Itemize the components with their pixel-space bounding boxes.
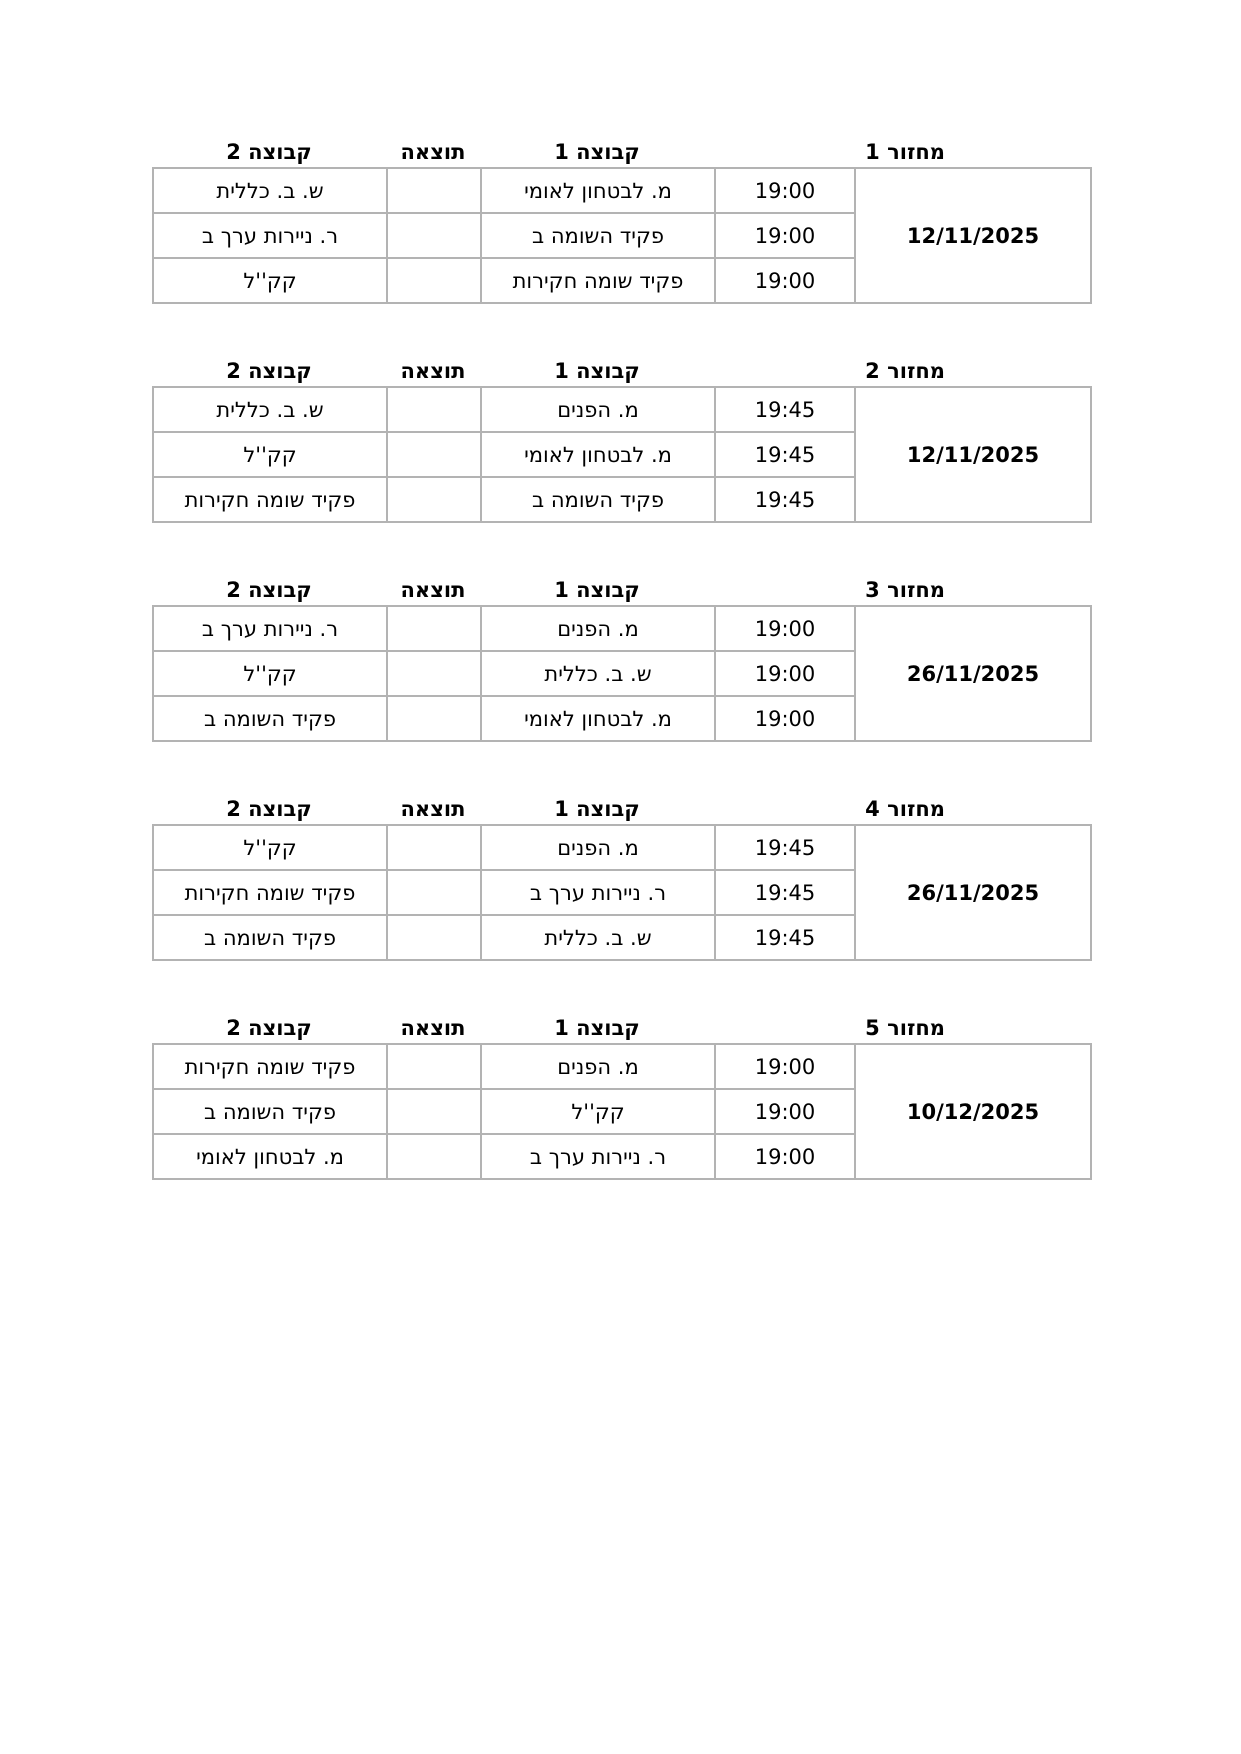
team1-cell: ר. ניירות ערך ב: [481, 1134, 715, 1179]
result-header: תוצאה: [400, 578, 466, 602]
game-row: [153, 825, 1091, 870]
round-date: 12/11/2025: [855, 168, 1091, 303]
team2-cell: קק''ל: [153, 651, 387, 696]
game-row: [153, 1044, 1091, 1089]
result-cell: [387, 696, 481, 741]
game-row: [153, 168, 1091, 213]
round-date: 26/11/2025: [855, 606, 1091, 741]
team2-cell: מ. לבטחון לאומי: [153, 1134, 387, 1179]
team1-cell: קק''ל: [481, 1089, 715, 1134]
team1-header: קבוצה 1: [554, 359, 640, 383]
result-cell: [387, 606, 481, 651]
time-cell: 19:00: [715, 258, 855, 303]
time-cell: 19:00: [715, 1044, 855, 1089]
team2-cell: ש. ב. כללית: [153, 387, 387, 432]
team2-cell: קק''ל: [153, 258, 387, 303]
team2-cell: קק''ל: [153, 432, 387, 477]
result-cell: [387, 825, 481, 870]
team1-cell: מ. הפנים: [481, 606, 715, 651]
round-label: מחזור 3: [865, 578, 945, 602]
games-table: [152, 1043, 1092, 1180]
team2-header: קבוצה 2: [226, 359, 312, 383]
result-cell: [387, 1044, 481, 1089]
team2-cell: ש. ב. כללית: [153, 168, 387, 213]
result-header: תוצאה: [400, 1016, 466, 1040]
team2-cell: פקיד שומה חקירות: [153, 870, 387, 915]
time-cell: 19:00: [715, 168, 855, 213]
team1-cell: מ. לבטחון לאומי: [481, 432, 715, 477]
time-cell: 19:00: [715, 1134, 855, 1179]
result-cell: [387, 168, 481, 213]
team1-cell: מ. לבטחון לאומי: [481, 168, 715, 213]
result-cell: [387, 477, 481, 522]
round-header: [152, 135, 1090, 167]
game-row: [153, 387, 1091, 432]
time-cell: 19:45: [715, 432, 855, 477]
round-header: [152, 792, 1090, 824]
time-cell: 19:45: [715, 477, 855, 522]
round-label: מחזור 5: [865, 1016, 945, 1040]
round-header: [152, 354, 1090, 386]
result-cell: [387, 1134, 481, 1179]
time-cell: 19:00: [715, 696, 855, 741]
games-table: [152, 824, 1092, 961]
team2-cell: ר. ניירות ערך ב: [153, 213, 387, 258]
team2-cell: קק''ל: [153, 825, 387, 870]
round-block: [152, 354, 1090, 523]
result-cell: [387, 870, 481, 915]
team1-header: קבוצה 1: [554, 578, 640, 602]
result-header: תוצאה: [400, 359, 466, 383]
round-date: 12/11/2025: [855, 387, 1091, 522]
team2-cell: פקיד השומה ב: [153, 915, 387, 960]
round-date: 10/12/2025: [855, 1044, 1091, 1179]
time-cell: 19:45: [715, 915, 855, 960]
team1-cell: ר. ניירות ערך ב: [481, 870, 715, 915]
result-cell: [387, 258, 481, 303]
team1-cell: פקיד השומה ב: [481, 477, 715, 522]
round-label: מחזור 2: [865, 359, 945, 383]
time-cell: 19:45: [715, 825, 855, 870]
team1-cell: פקיד השומה ב: [481, 213, 715, 258]
result-cell: [387, 651, 481, 696]
result-cell: [387, 1089, 481, 1134]
games-table: [152, 167, 1092, 304]
time-cell: 19:45: [715, 387, 855, 432]
team2-cell: פקיד שומה חקירות: [153, 1044, 387, 1089]
time-cell: 19:00: [715, 651, 855, 696]
team1-header: קבוצה 1: [554, 1016, 640, 1040]
time-cell: 19:00: [715, 1089, 855, 1134]
time-cell: 19:00: [715, 213, 855, 258]
round-label: מחזור 4: [865, 797, 945, 821]
team1-header: קבוצה 1: [554, 140, 640, 164]
team1-cell: מ. הפנים: [481, 387, 715, 432]
result-cell: [387, 915, 481, 960]
time-cell: 19:45: [715, 870, 855, 915]
result-header: תוצאה: [400, 797, 466, 821]
team1-cell: מ. הפנים: [481, 1044, 715, 1089]
team2-cell: פקיד שומה חקירות: [153, 477, 387, 522]
team1-header: קבוצה 1: [554, 797, 640, 821]
team2-header: קבוצה 2: [226, 797, 312, 821]
round-label: מחזור 1: [865, 140, 945, 164]
round-header: [152, 573, 1090, 605]
round-date: 26/11/2025: [855, 825, 1091, 960]
team1-cell: ש. ב. כללית: [481, 651, 715, 696]
team2-header: קבוצה 2: [226, 578, 312, 602]
game-row: [153, 606, 1091, 651]
round-header: [152, 1011, 1090, 1043]
team2-cell: פקיד השומה ב: [153, 1089, 387, 1134]
result-header: תוצאה: [400, 140, 466, 164]
games-table: [152, 386, 1092, 523]
round-block: [152, 573, 1090, 742]
games-table: [152, 605, 1092, 742]
result-cell: [387, 387, 481, 432]
result-cell: [387, 432, 481, 477]
team2-cell: ר. ניירות ערך ב: [153, 606, 387, 651]
team2-header: קבוצה 2: [226, 140, 312, 164]
round-block: [152, 1011, 1090, 1180]
time-cell: 19:00: [715, 606, 855, 651]
team2-header: קבוצה 2: [226, 1016, 312, 1040]
team1-cell: פקיד שומה חקירות: [481, 258, 715, 303]
round-block: [152, 792, 1090, 961]
result-cell: [387, 213, 481, 258]
team2-cell: פקיד השומה ב: [153, 696, 387, 741]
team1-cell: מ. לבטחון לאומי: [481, 696, 715, 741]
team1-cell: ש. ב. כללית: [481, 915, 715, 960]
round-block: [152, 135, 1090, 304]
team1-cell: מ. הפנים: [481, 825, 715, 870]
